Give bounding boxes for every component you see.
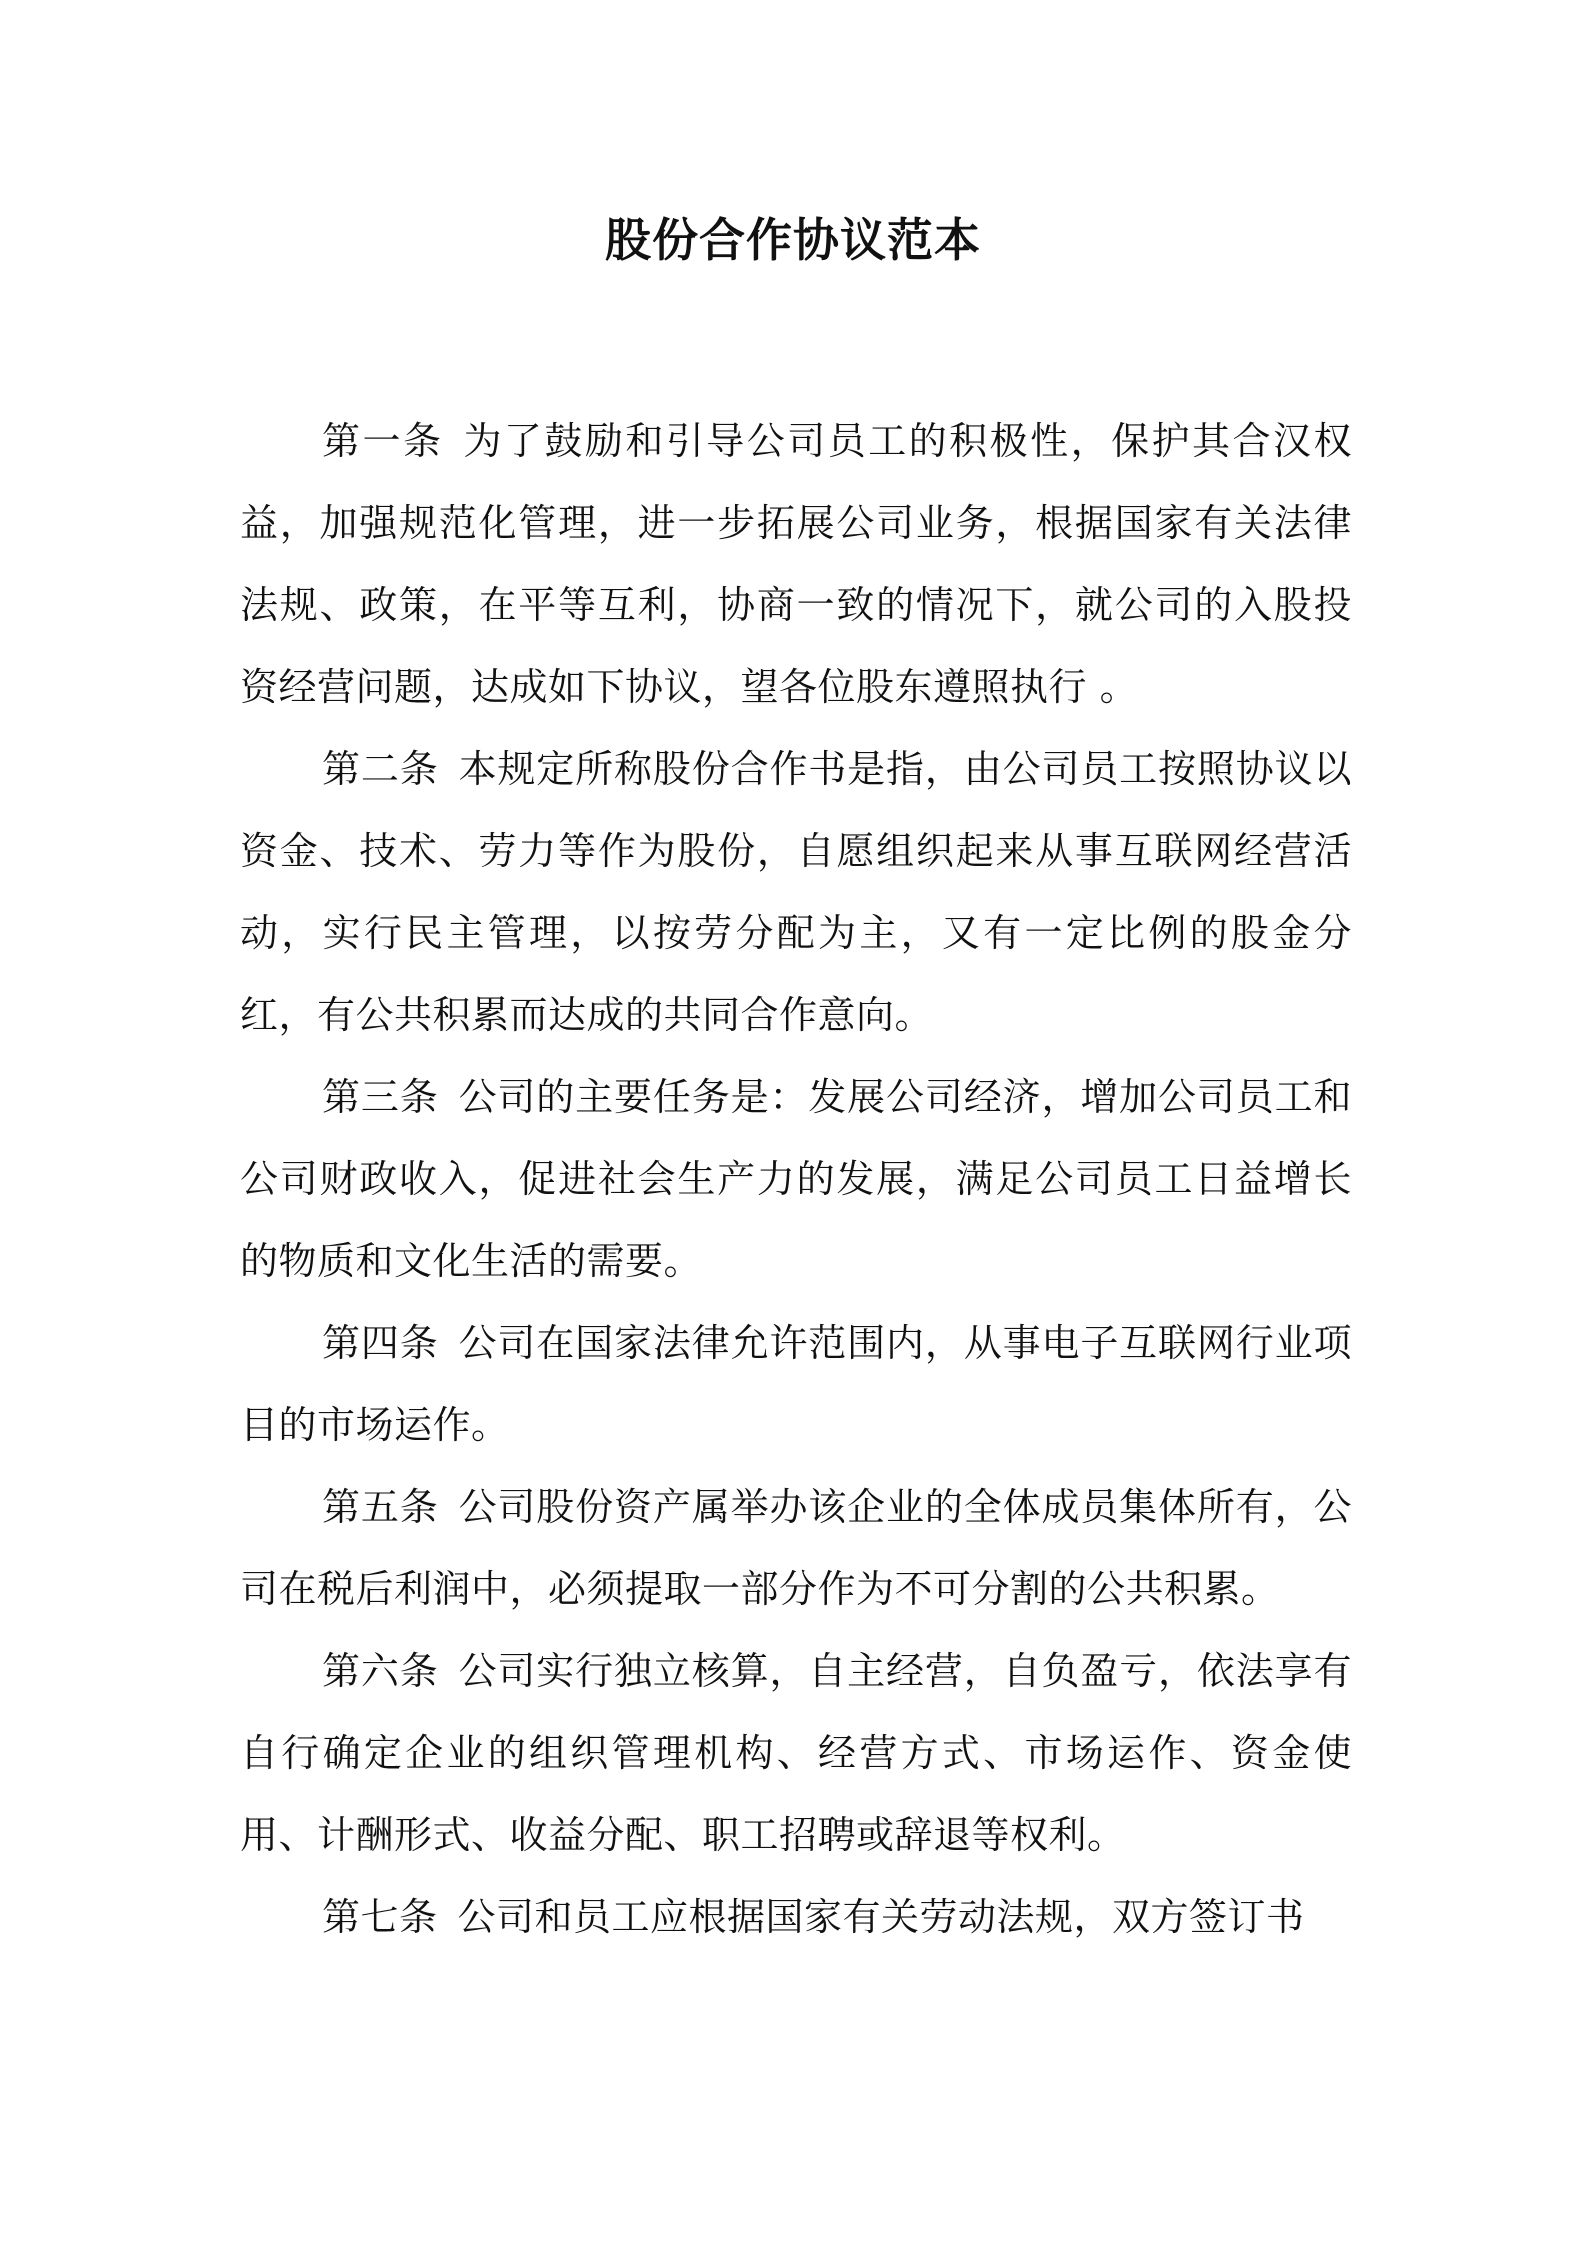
- article-label: 第四条: [322, 1321, 439, 1365]
- article-text: 公司在国家法律允许范围内，从事电子互联网行业项目的市场运作。: [240, 1321, 1352, 1447]
- article-5: [240, 1466, 1352, 1630]
- article-2: [240, 728, 1352, 1056]
- article-1: [240, 400, 1352, 728]
- article-label: 第五条: [322, 1485, 439, 1529]
- article-3: [240, 1056, 1352, 1302]
- article-text: 公司股份资产属举办该企业的全体成员集体所有，公司在税后利润中，必须提取一部分作为不可分割的公共积累。: [240, 1485, 1352, 1611]
- article-label: 第二条: [322, 747, 439, 791]
- article-text: 公司和员工应根据国家有关劳动法规，双方签订书: [457, 1895, 1305, 1939]
- article-7: [240, 1876, 1352, 1958]
- article-label: 第三条: [322, 1075, 439, 1119]
- article-6: [240, 1630, 1352, 1876]
- article-label: 第七条: [322, 1895, 438, 1939]
- article-text: 公司实行独立核算，自主经营，自负盈亏，依法享有自行确定企业的组织管理机构、经营方式、市场运作、资金使用、计酬形式、收益分配、职工招聘或辞退等权利。: [240, 1649, 1352, 1857]
- document-title: 股份合作协议范本: [605, 213, 981, 267]
- article-text: 本规定所称股份合作书是指，由公司员工按照协议以资金、技术、劳力等作为股份，自愿组织起来从事互联网经营活动，实行民主管理，以按劳分配为主，又有一定比例的股金分红，有公共积累而达成的共同合作意向。: [240, 747, 1352, 1037]
- document-body: [240, 400, 1352, 1958]
- article-text: 公司的主要任务是：发展公司经济，增加公司员工和公司财政收入，促进社会生产力的发展，满足公司员工日益增长的物质和文化生活的需要。: [240, 1075, 1352, 1283]
- article-label: 第六条: [322, 1649, 439, 1693]
- article-text: 为了鼓励和引导公司员工的积极性，保护其合汉权益，加强规范化管理，进一步拓展公司业务，根据国家有关法律法规、政策，在平等互利，协商一致的情况下，就公司的入股投资经营问题，达成如下协议，望各位股东遵照执行 。: [240, 419, 1352, 709]
- article-4: [240, 1302, 1352, 1466]
- article-label: 第一条: [322, 419, 444, 463]
